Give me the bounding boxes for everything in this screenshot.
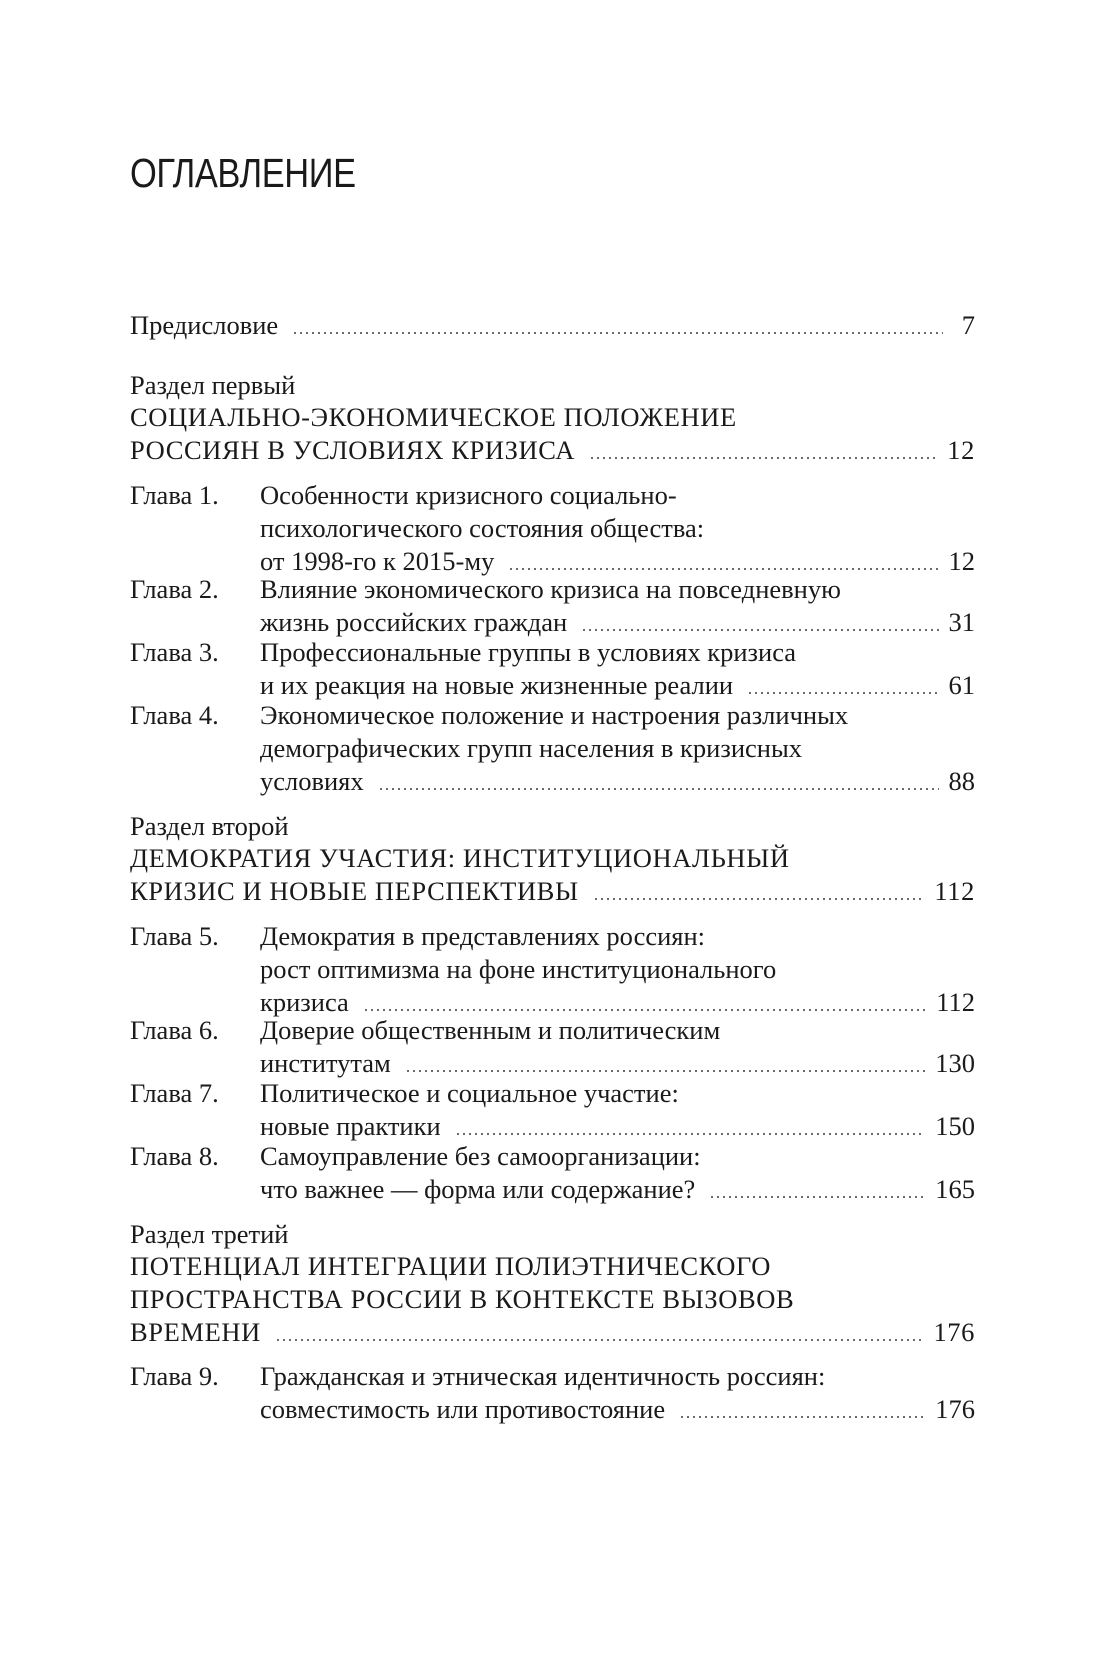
toc-entry-chapter-5[interactable] — [260, 920, 975, 1019]
chapter-number: Глава 2. — [130, 574, 219, 604]
dot-leader — [405, 1070, 925, 1072]
page-number: 112 — [934, 876, 975, 906]
chapter-title-line: Экономическое положение и настроения различных — [260, 700, 849, 730]
dot-leader — [363, 1009, 926, 1011]
dot-leader — [589, 457, 937, 459]
toc-entry-chapter-9[interactable] — [260, 1360, 975, 1426]
section-title-line: ПРОСТРАНСТВА РОССИИ В КОНТЕКСТЕ ВЫЗОВОВ — [130, 1284, 795, 1314]
page-number: 112 — [936, 987, 975, 1017]
page-number: 61 — [948, 670, 975, 700]
page-number: 12 — [948, 546, 975, 576]
chapter-number: Глава 3. — [130, 637, 219, 667]
chapter-title-line: новые практики — [260, 1111, 441, 1141]
chapter-title-line: совместимость или противостояние — [260, 1394, 666, 1424]
section-title-line: СОЦИАЛЬНО-ЭКОНОМИЧЕСКОЕ ПОЛОЖЕНИЕ — [130, 402, 737, 432]
toc-entry-chapter-8[interactable] — [260, 1140, 975, 1206]
dot-leader — [709, 1196, 925, 1198]
chapter-number: Глава 5. — [130, 921, 219, 951]
chapter-title-line: Демократия в представлениях россиян: — [260, 921, 706, 951]
section-title-line: ДЕМОКРАТИЯ УЧАСТИЯ: ИНСТИТУЦИОНАЛЬНЫЙ — [130, 843, 790, 873]
dot-leader — [593, 898, 925, 900]
chapter-title-line: рост оптимизма на фоне институционального — [260, 954, 777, 984]
page-number: 7 — [961, 310, 975, 340]
toc-entry-preface[interactable] — [130, 309, 975, 342]
chapter-title-line: жизнь российских граждан — [260, 607, 568, 637]
dot-leader — [292, 332, 943, 334]
toc-entry-section-2[interactable] — [130, 842, 975, 908]
section-title-line: ПОТЕНЦИАЛ ИНТЕГРАЦИИ ПОЛИЭТНИЧЕСКОГО — [130, 1251, 771, 1281]
page-number: 130 — [935, 1048, 975, 1078]
chapter-title-line: Влияние экономического кризиса на повседневную — [260, 574, 841, 604]
chapter-title-line: от 1998-го к 2015-му — [260, 546, 495, 576]
chapter-title-line: психологического состояния общества: — [260, 513, 705, 543]
chapter-number: Глава 1. — [130, 480, 219, 510]
chapter-number: Глава 6. — [130, 1015, 219, 1045]
chapter-title-line: что важнее — форма или содержание? — [260, 1174, 696, 1204]
chapter-number: Глава 4. — [130, 700, 219, 730]
chapter-title-line: Доверие общественным и политическим — [260, 1015, 721, 1045]
page-number: 176 — [933, 1317, 975, 1347]
chapter-number: Глава 7. — [130, 1078, 219, 1108]
section-title-line: КРИЗИС И НОВЫЕ ПЕРСПЕКТИВЫ — [130, 876, 579, 906]
chapter-title-line: и их реакция на новые жизненные реалии — [260, 670, 734, 700]
toc-entry-chapter-3[interactable] — [260, 636, 975, 702]
dot-leader — [455, 1133, 926, 1135]
page-number: 88 — [948, 766, 975, 796]
section-label: Раздел третий — [130, 1219, 289, 1249]
chapter-title-line: демографических групп населения в кризисных — [260, 733, 802, 763]
dot-leader — [747, 692, 938, 694]
chapter-title-line: институтам — [260, 1048, 391, 1078]
dot-leader — [679, 1416, 925, 1418]
chapter-title-line: Политическое и социальное участие: — [260, 1078, 679, 1108]
chapter-number: Глава 9. — [130, 1361, 219, 1391]
page-number: 31 — [948, 607, 975, 637]
chapter-title-line: кризиса — [260, 987, 349, 1017]
dot-leader — [581, 629, 938, 631]
section-title-line: РОССИЯН В УСЛОВИЯХ КРИЗИСА — [130, 435, 575, 465]
chapter-title-line: Гражданская и этническая идентичность россиян: — [260, 1361, 826, 1391]
chapter-title-line: Особенности кризисного социально- — [260, 480, 677, 510]
chapter-title-line: Самоуправление без самоорганизации: — [260, 1141, 701, 1171]
preface-label: Предисловие — [130, 310, 279, 340]
section-label: Раздел первый — [130, 370, 296, 400]
toc-entry-chapter-6[interactable] — [260, 1014, 975, 1080]
chapter-title-line: условиях — [260, 766, 364, 796]
page-number: 12 — [947, 435, 975, 465]
dot-leader — [508, 568, 938, 570]
section-title-line: ВРЕМЕНИ — [130, 1317, 261, 1347]
toc-entry-chapter-2[interactable] — [260, 573, 975, 639]
dot-leader — [275, 1339, 924, 1341]
page-number: 150 — [935, 1111, 975, 1141]
page-title: ОГЛАВЛЕНИЕ — [130, 150, 356, 196]
toc-entry-section-3[interactable] — [130, 1250, 975, 1349]
page-number: 165 — [935, 1174, 975, 1204]
dot-leader — [378, 788, 939, 790]
toc-entry-chapter-7[interactable] — [260, 1077, 975, 1143]
toc-entry-chapter-1[interactable] — [260, 479, 975, 578]
toc-entry-chapter-4[interactable] — [260, 699, 975, 798]
chapter-title-line: Профессиональные группы в условиях кризиса — [260, 637, 797, 667]
toc-entry-section-1[interactable] — [130, 401, 975, 467]
page-number: 176 — [935, 1394, 975, 1424]
chapter-number: Глава 8. — [130, 1141, 219, 1171]
section-label: Раздел второй — [130, 811, 289, 841]
